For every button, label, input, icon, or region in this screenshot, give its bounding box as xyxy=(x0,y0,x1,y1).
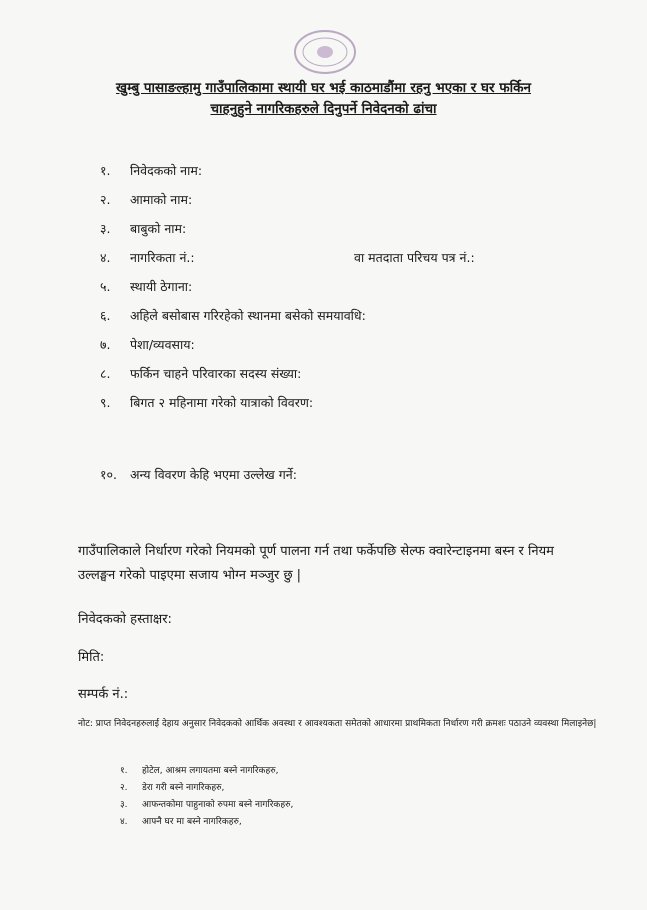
field-travel-history xyxy=(100,394,313,411)
field-label: आमाको नाम: xyxy=(130,192,193,207)
field-label: अहिले बसोबास गरिरहेको स्थानमा बसेको समयावधि: xyxy=(130,308,366,323)
form-title-line-1: खुम्बु पासाङल्हामु गाउँपालिकामा स्थायी घर भई काठमाडौंमा रहनु भएका र घर फर्किन xyxy=(116,80,531,96)
field-number: ९. xyxy=(100,395,111,410)
note-item-number: २. xyxy=(120,783,128,793)
field-permanent-address xyxy=(100,278,192,295)
field-father-name xyxy=(100,220,186,237)
field-voter-id-number: वा मतदाता परिचय पत्र नं.: xyxy=(354,250,475,265)
official-seal-stamp xyxy=(292,28,358,76)
field-other-details xyxy=(100,466,297,483)
note-item-label: होटेल, आश्रम लगायतमा बस्ने नागरिकहरु, xyxy=(142,766,279,776)
field-number: ८. xyxy=(100,366,111,381)
field-label: नागरिकता नं.: xyxy=(130,250,195,265)
field-label: बाबुको नाम: xyxy=(130,221,187,236)
declaration-paragraph: गाउँपालिकाले निर्धारण गरेको नियमको पूर्ण पालना गर्न तथा फर्केपछि सेल्फ क्वारेन्टाइनमा बस्न र नियम उल्लङ्घन गरेको पाइएमा सजाय भोग्न मञ्जुर छु | xyxy=(78,544,554,583)
note-list-item xyxy=(120,780,224,793)
field-family-members-count xyxy=(100,365,301,382)
field-mother-name xyxy=(100,191,192,208)
field-citizenship-number xyxy=(100,249,195,266)
date-label: मिति: xyxy=(78,650,105,665)
field-number: ५. xyxy=(100,279,111,294)
note-paragraph: नोट: प्राप्त निवेदनहरुलाई देहाय अनुसार निवेदकको आर्थिक अवस्था र आवश्यकता समेतको आधारमा प्राथमिकता निर्धारण गरी क्रमशः पठाउने व्यवस्था मिलाइनेछ| xyxy=(78,719,597,729)
field-label: पेशा/व्यवसाय: xyxy=(130,337,195,352)
note-item-label: आफन्तकोमा पाहुनाको रुपमा बस्ने नागरिकहरु, xyxy=(142,800,294,810)
form-title-line-2: चाहनुहुने नागरिकहरुले दिनुपर्ने निवेदनको ढांचा xyxy=(210,101,437,117)
field-residence-duration xyxy=(100,307,366,324)
field-number: १०. xyxy=(100,467,117,482)
note-list-item xyxy=(120,797,293,810)
note-item-number: ४. xyxy=(120,817,128,827)
note-item-label: डेरा गरी बस्ने नागरिकहरु, xyxy=(142,783,225,793)
note-item-label: आफ्नै घर मा बस्ने नागरिकहरु, xyxy=(142,817,242,827)
field-occupation xyxy=(100,336,195,353)
field-number: ३. xyxy=(100,221,111,236)
field-label: बिगत २ महिनामा गरेको यात्राको विवरण: xyxy=(130,395,314,410)
note-item-number: ३. xyxy=(120,800,128,810)
note-list-item xyxy=(120,763,278,776)
field-number: १. xyxy=(100,163,111,178)
contact-number-label: सम्पर्क नं.: xyxy=(78,687,129,702)
field-applicant-name xyxy=(100,162,202,179)
applicant-signature-label: निवेदकको हस्ताक्षर: xyxy=(78,612,172,627)
field-number: ७. xyxy=(100,337,111,352)
field-number: २. xyxy=(100,192,111,207)
note-item-number: १. xyxy=(120,766,128,776)
field-number: ४. xyxy=(100,250,111,265)
field-number: ६. xyxy=(100,308,111,323)
field-label: स्थायी ठेगाना: xyxy=(130,279,193,294)
field-label: निवेदकको नाम: xyxy=(130,163,203,178)
note-list-item xyxy=(120,814,242,827)
field-label: अन्य विवरण केहि भएमा उल्लेख गर्ने: xyxy=(130,467,297,482)
field-label: फर्किन चाहने परिवारका सदस्य संख्या: xyxy=(130,366,302,381)
